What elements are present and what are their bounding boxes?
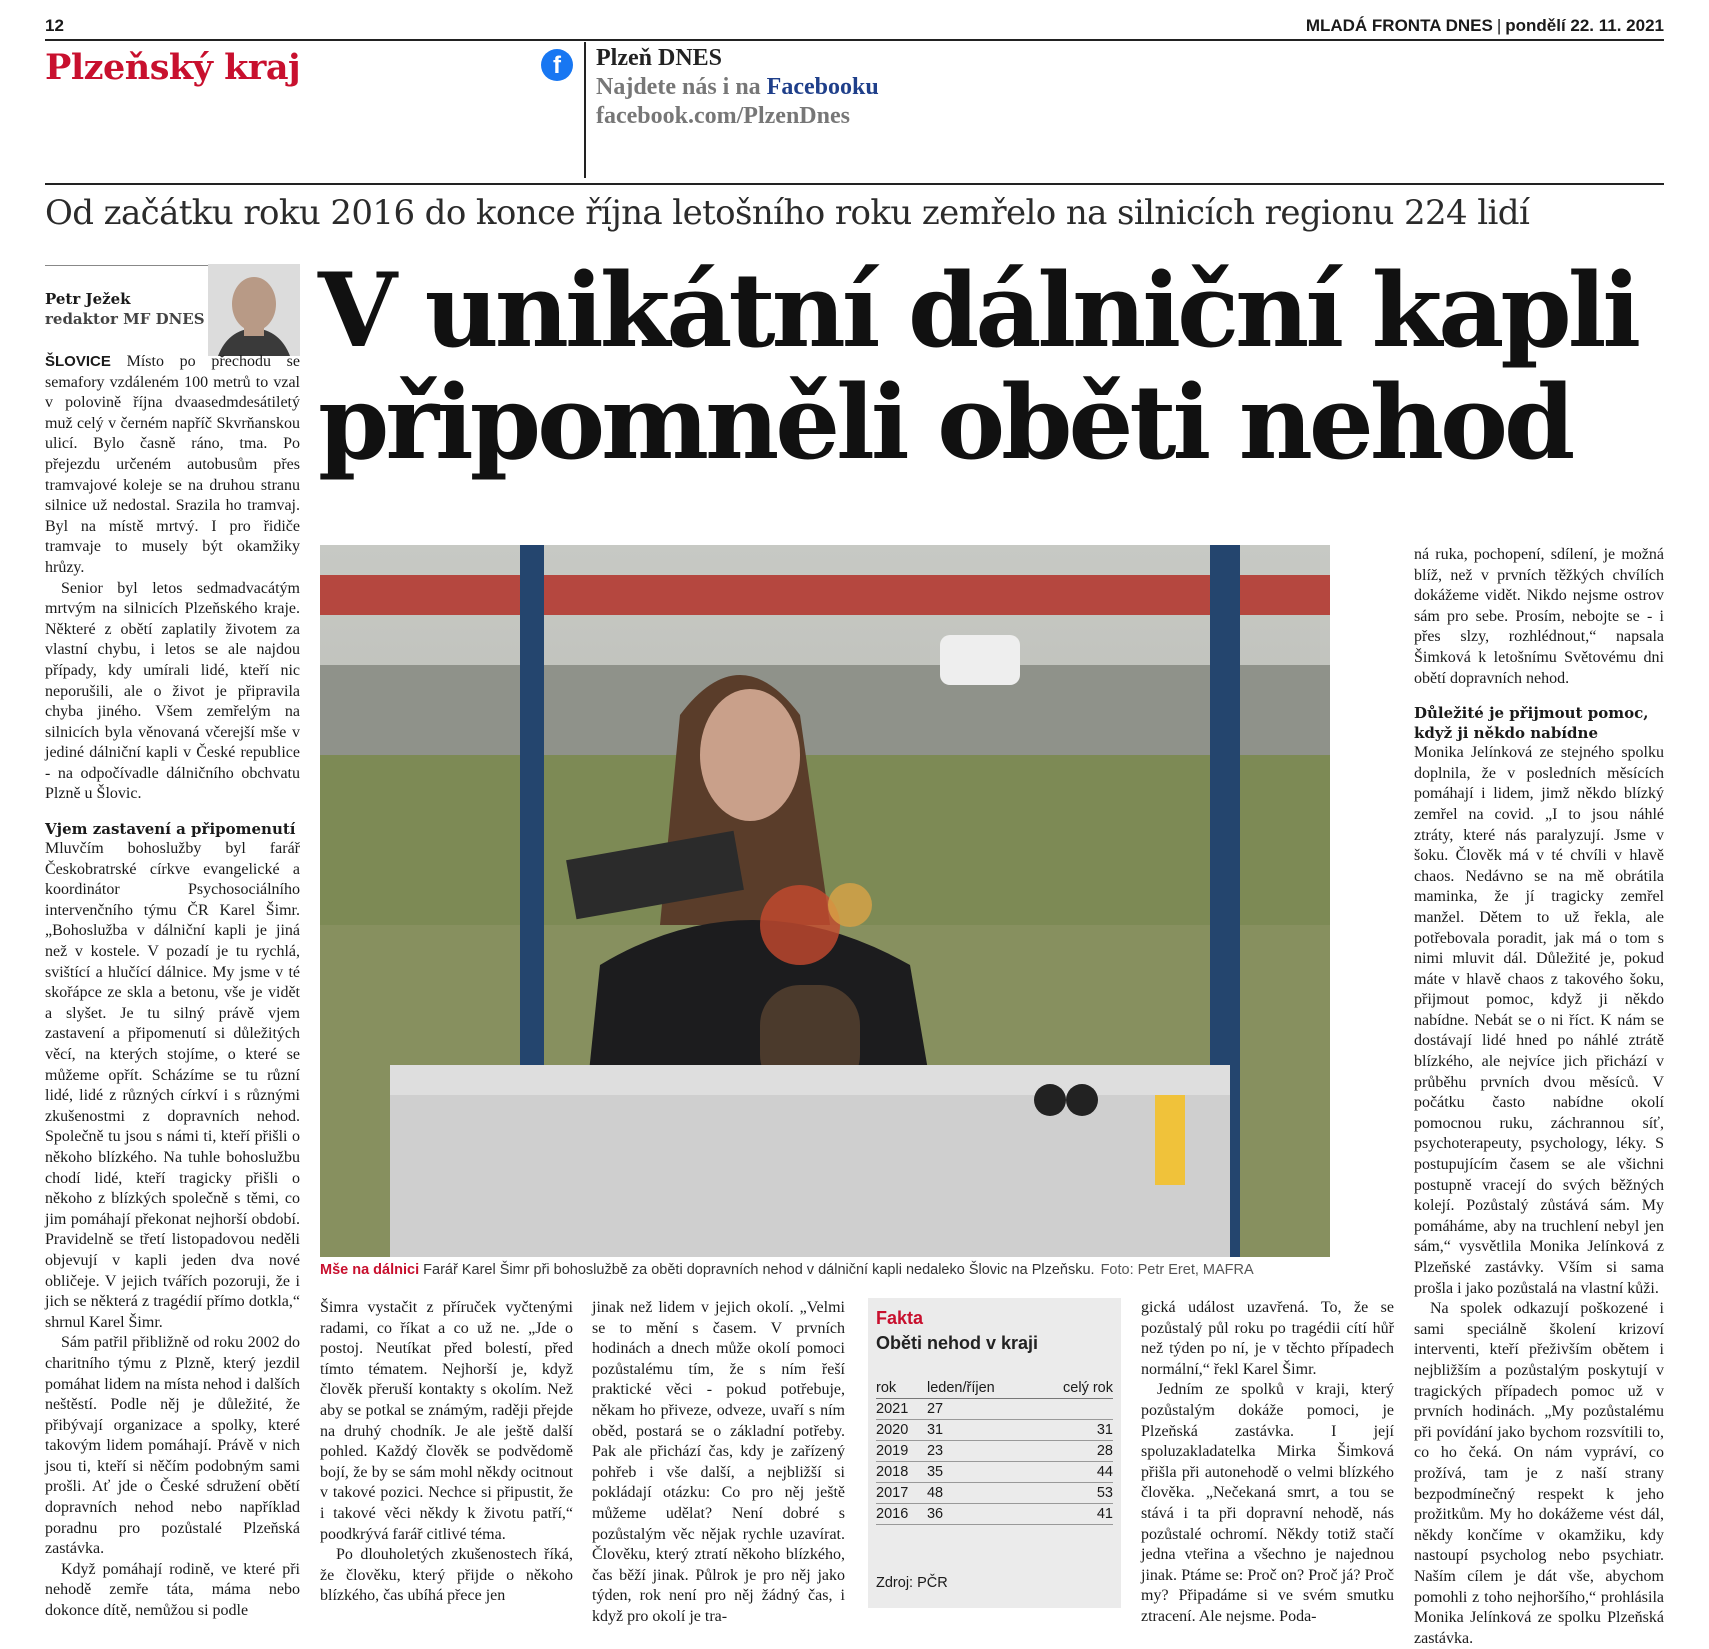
paragraph-text: Místo po přechodu se semafory vzdáleném 100 metrů to vzal v polovině října dvaasedmdesátiletý muž celý v černém napříč Skvrňanskou ulicí. Bylo časně ráno, tma. Po přejezdu určeném autobusům přes tramvajové koleje se na druhou stranu silnice už nedostal. Srazila ho tramvaj. Byl na místě mrtvý. I pro řidiče tramvaje to musely být okamžiky hrůzy. (45, 353, 300, 576)
headline-line-2: připomněli oběti nehod (318, 363, 1572, 483)
table-row (876, 1399, 1113, 1420)
paragraph: Když pomáhají rodině, ve které při nehodě zemře táta, máma nebo dokonce dítě, nemůžou si podle (45, 1560, 300, 1620)
author-photo (208, 264, 300, 356)
table-cell: 2016 (876, 1504, 927, 1525)
caption-title: Mše na dálnici (320, 1262, 420, 1278)
table-row (876, 1441, 1113, 1462)
top-rule (45, 39, 1664, 41)
caption-text: Farář Karel Šimr při bohoslužbě za oběti dopravních nehod v dálniční kapli nedaleko Šlovic na Plzeňsku. (423, 1262, 1095, 1278)
paragraph: gická událost uzavřená. To, že se pozůstalý půl roku po tragédii cítí hůř než týden po ní, je v těchto případech normální,“ řekl Karel Šimr. (1141, 1299, 1394, 1378)
column-header: leden/říjen (927, 1378, 1034, 1399)
table-cell: 2020 (876, 1420, 927, 1441)
facebook-icon[interactable]: f (541, 49, 573, 81)
table-cell: 44 (1034, 1462, 1113, 1483)
paragraph: Jedním ze spolků v kraji, který pozůstalým dokáže pomoci, je Plzeňská zastávka. I její spoluzakladatelka Mirka Šimková přišla při autonehodě o velmi blízkého člověka. „Nečekaná smrt, a tou se stává i ta při dopravní nehodě, nás pozůstalé ochromí. Někdy totiž stačí jedna vteřina a všechno je najednou jinak. Ptáme se: Proč on? Proč já? Proč my? Připadáme si ve svém smutku ztracení. Ale nejsme. Poda- (1141, 1381, 1394, 1625)
table-cell: 2021 (876, 1399, 927, 1420)
dateline: ŠLOVICE (45, 353, 111, 370)
photo-credit: Foto: Petr Eret, MAFRA (1100, 1262, 1254, 1278)
article-column-2 (320, 1298, 573, 1607)
masthead-separator: | (1496, 16, 1502, 35)
article-column-3 (592, 1298, 845, 1628)
paragraph: Monika Jelínková ze stejného spolku doplnila, že v posledních měsících pomáhají i lidem, jimž někdo blízký zemřel na covid. „I to jsou náhlé ztráty, které nás paralyzují. Jsme v šoku. Člověk má v té chvíli v hlavě chaos. Nedávno se na mě obrátila maminka, že jí tragicky zemřel manžel. Dětem to už řekla, ale potřebovala poradit, jak má o tom s nimi mluvit dál. Důležité je, pokud máte v hlavě chaos z takového šoku, přijmout pomoc, když ji někdo nabídne. Nebát se o ni říct. K nám se dostávají lidé hned po náhlé ztrátě blízkého, ale nejvíce jich přichází v průběhu prvních dvou měsíců. V počátku často nabídne okolí pomocnou ruku, záchrannou síť, psychoterapeuty, psychology, léky. S postupujícím časem se ale všichni postupně vracejí do svých běžných kolejí. Pozůstalý zůstává sám. My pomáháme, aby na truchlení nebyl jen sám,“ vysvětlila Monika Jelínková z Plzeňské zastávky. Vším si sama prošla i jako pozůstalá na vlastní kůži. (1414, 744, 1664, 1297)
photo-caption (320, 1262, 1254, 1278)
subheading-line-2: když ji někdo nabídne (1414, 724, 1598, 743)
table-cell: 31 (1034, 1420, 1113, 1441)
promo-title: Plzeň DNES (596, 45, 722, 71)
table-row (876, 1420, 1113, 1441)
paragraph (45, 352, 300, 579)
table-cell (1034, 1399, 1113, 1420)
paragraph: Mluvčím bohoslužby byl farář Českobratrské církve evangelické a koordinátor Psychosociálního intervenčního týmu ČR Karel Šimr. „Bohoslužba v dálniční kapli je jiná než v kostele. V pozadí je tu rychlá, svištící a hlučící dálnice. My jsme v té skořápce ze skla a betonu, vše je vidět a slyšet. Je tu silný právě vjem zastavení a připomenutí si důležitých věcí, na kterých stojíme, o které se můžeme opřít. Scházíme se tu různí lidé, lidé z různých církví i s různými zkušenostmi z dopravních nehod. Společně tu jsou s námi ti, kteří přišli o někoho blízkého. Na tuhle bohoslužbu chodí lidé, kteří tragicky přišli o někoho z blízkých společně s těmi, co jim pomáhají překonat nejhorší období. Pravidelně se třetí listopadovou neděli objevují v kapli jeden dva nové obličeje. V jejich tvářích pozoruji, že i jich se některá z tragédií přímo dotkla,“ shrnul Karel Šimr. (45, 840, 300, 1331)
promo-prefix: Najdete nás i na (596, 74, 767, 100)
subheading-line-1: Důležité je přijmout pomoc, (1414, 704, 1649, 723)
table-row (876, 1504, 1113, 1525)
table-cell: 28 (1034, 1441, 1113, 1462)
table-cell: 41 (1034, 1504, 1113, 1525)
masthead (1306, 16, 1664, 36)
table-cell: 35 (927, 1462, 1034, 1483)
table-header-row (876, 1378, 1113, 1399)
paragraph: ná ruka, pochopení, sdílení, je možná blíž, než v prvních těžkých chvílích dokážeme vidět. Nikdo nejsme ostrov sám pro sebe. Prosím, nebojte se - i přes slzy, rozhlédnout,“ napsala Šimková k letošnímu Světovému dni obětí dopravních nehod. (1414, 546, 1664, 687)
paragraph: Na spolek odkazují poškozené i sami speciálně školení krizoví interventi, kteří přeživším obětem i nejbližším a pozůstalým poskytují v tragických případech pomoc už v prvních hodinách. „My pozůstalému při povídání jako bychom rozsvítili to, co ho čeká. On nám vypráví, co prožívá, tam je z naší strany bezpodmínečný respekt k jeho prožitkům. My ho dokážeme vést dál, někdy končíme v okamžiku, kdy nastoupí psycholog nebo psychiatr. Naším cílem je dát vše, abychom pomohli z toho nejhoršího,“ prohlásila Monika Jelínková ze spolku Plzeňská zastávka. (1414, 1300, 1664, 1647)
author-role: redaktor MF DNES (45, 310, 205, 328)
page-number: 12 (45, 16, 64, 35)
facebook-promo (596, 44, 879, 131)
paragraph: Sám patřil přibližně od roku 2002 do charitního týmu z Plzně, který jezdil pomáhat lidem na místa nehod i dalších neštěstí. Podle něj je důležité, že přibývají organizace a spolky, které takovým lidem pomáhají. Právě v nich jsou ti, kteří si něčím podobným sami prošli. Ať jde o České sdružení obětí dopravních nehod nebo například poradnu pro pozůstalé Plzeňská zastávka. (45, 1334, 300, 1558)
article-column-1 (45, 352, 300, 1622)
table-cell: 23 (927, 1441, 1034, 1462)
headline-line-1: V unikátní dálniční kapli (318, 251, 1638, 371)
headline (318, 251, 1638, 483)
subheading: Vjem zastavení a připomenutí (45, 820, 296, 839)
facts-table (876, 1378, 1113, 1525)
paragraph: Senior byl letos sedmadvacátým mrtvým na silnicích Plzeňského kraje. Některé z obětí zaplatily životem za vlastní chybu, i letos se ale najdou případy, kdy umírali lidé, kteří nic neporušili, ale o život je připravila chyba jiného. Všem zemřelým na silnicích byla věnovaná včerejší mše v jediné dálniční kapli v České republice - na odpočívadle dálničního obchvatu Plzně u Šlovic. (45, 579, 300, 803)
subheading (1414, 703, 1664, 743)
facts-source: Zdroj: PČR (876, 1575, 948, 1591)
table-cell: 27 (927, 1399, 1034, 1420)
table-cell: 48 (927, 1483, 1034, 1504)
table-cell: 53 (1034, 1483, 1113, 1504)
promo-line (596, 73, 879, 102)
header-divider (584, 42, 586, 178)
facts-title: Oběti nehod v kraji (876, 1333, 1039, 1353)
issue-date: pondělí 22. 11. 2021 (1505, 16, 1664, 35)
table-row (876, 1483, 1113, 1504)
paragraph: jinak než lidem v jejich okolí. „Velmi se to mění s časem. V prvních hodinách a dnech může okolí pomoci pozůstalému tím, že s ním řeší praktické věci - pokud potřebuje, někam ho přiveze, odveze, uvaří s ním oběd, postará se o základní potřeby. Pak ale přichází čas, kdy je zařízený pohřeb i vše další, a nejbližší si pokládají otázku: Co pro něj ještě můžeme udělat? Není dobré s pozůstalým věc nějak rychle uzavírat. Člověku, který ztratí někoho blízkého, čas běží jinak. Půlrok je pro něj jako týden, rok není pro něj žádný čas, i když pro okolí je tra- (592, 1299, 845, 1625)
header-rule (45, 183, 1664, 185)
promo-url[interactable]: facebook.com/PlzenDnes (596, 103, 850, 129)
section-title: Plzeňský kraj (45, 47, 301, 88)
table-cell: 31 (927, 1420, 1034, 1441)
column-header: rok (876, 1378, 927, 1399)
table-cell: 2017 (876, 1483, 927, 1504)
author-name: Petr Ježek (45, 290, 131, 308)
table-cell: 2018 (876, 1462, 927, 1483)
table-cell: 36 (927, 1504, 1034, 1525)
article-photo (320, 545, 1330, 1257)
article-column-5 (1141, 1298, 1394, 1628)
kicker: Od začátku roku 2016 do konce října letošního roku zemřelo na silnicích regionu 224 lidí (45, 193, 1530, 233)
masthead-title: MLADÁ FRONTA DNES (1305, 16, 1493, 35)
paragraph: Šimra vystačit z příruček vyčtenými radami, co říkat a co už ne. „Jde o postoj. Neutíkat před bolestí, před tímto tématem. Nejhorší je, když člověk přeruší kontakty s okolím. Než aby se potkal se známým, raději přejde na druhý chodník. Je ale ještě další pohled. Každý člověk se podvědomě bojí, že by se sám mohl někdy ocitnout v takové pozici. Nechce si připustit, že i takové věci někdy k životu patří,“ poodkrývá farář citlivé téma. (320, 1299, 573, 1543)
table-row (876, 1462, 1113, 1483)
table-cell: 2019 (876, 1441, 927, 1462)
article-column-6 (1414, 545, 1664, 1649)
column-header: celý rok (1034, 1378, 1113, 1399)
promo-brand: Facebooku (766, 74, 879, 100)
facts-box (868, 1298, 1121, 1608)
paragraph: Po dlouholetých zkušenostech říká, že člověku, který přijde o někoho blízkého, čas ubíhá přece jen (320, 1546, 573, 1605)
facts-label: Fakta (876, 1308, 924, 1328)
